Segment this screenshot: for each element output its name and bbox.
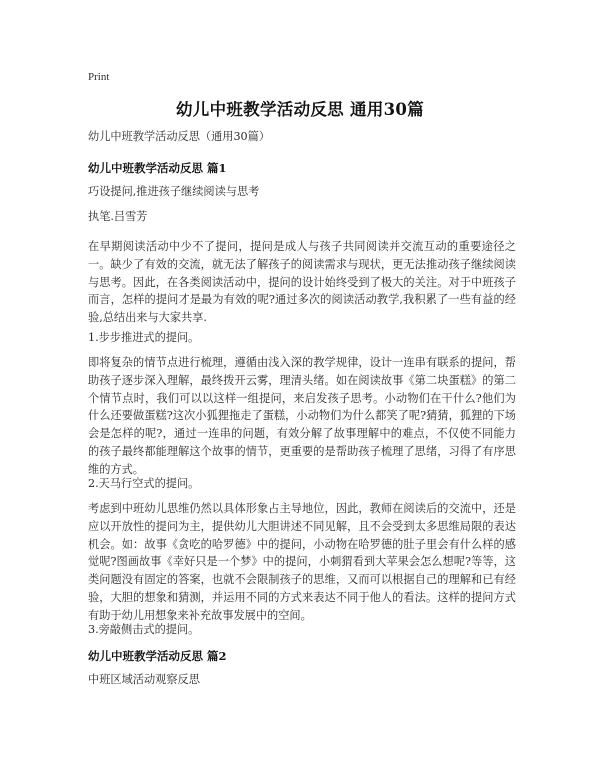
document-subtitle: 幼儿中班教学活动反思（通用30篇） bbox=[88, 130, 271, 143]
point-2-body: 考虑到中班幼儿思维仍然以具体形象占主导地位，因此，教师在阅读后的交流中，还是应以开放性的提问为主，提供幼儿大胆讲述不同见解，且不会受到太多思维局限的表达机会。如：故事《贪吃的哈罗德》中的提问，小动物在哈罗德的肚子里会有什么样的感觉呢?图画故事《幸好只是一个梦》中的提问，小刺猬看到大苹果会怎么想呢?等等，这类问题没有固定的答案，也就不会限制孩子的思维，又而可以根据自己的理解和已有经验，大胆的想象和猜测，并运用不同的方式来表达不同于他人的看法。这样的提问方式有助于幼儿用想象来补充故事发展中的空间。 bbox=[88, 502, 516, 622]
page-title: 幼儿中班教学活动反思 通用30篇 bbox=[175, 100, 424, 119]
point-2-title: 2.天马行空式的提问。 bbox=[88, 477, 200, 490]
author-line: 执笔.吕雪芳 bbox=[88, 210, 148, 223]
section-heading-1: 幼儿中班教学活动反思 篇1 bbox=[88, 161, 227, 175]
point-3-title: 3.旁敲侧击式的提问。 bbox=[88, 623, 200, 636]
point-1-body: 即将复杂的情节点进行梳理，遵循由浅入深的教学规律，设计一连串有联系的提问，帮助孩子逐步深入理解，最终拨开云雾，理清头绪。如在阅读故事《第二块蛋糕》的第二个情节点时，我们可以以这样一组提问，来启发孩子思考。小动物们在干什么?他们为什么还要做蛋糕?这次小狐狸拖走了蛋糕，小动物们为什么都笑了呢?猜猜，狐狸的下场会是怎样的呢?，通过一连串的问题，有效分解了故事理解中的难点，不仅使不同能力的孩子最终都能理解这个故事的情节，更重要的是帮助孩子梳理了思绪，习得了有序思维的方式。 bbox=[88, 356, 516, 476]
section-topic-2: 中班区域活动观察反思 bbox=[88, 673, 200, 686]
intro-paragraph: 在早期阅读活动中少不了提问，提问是成人与孩子共同阅读并交流互动的重要途径之一。缺少了有效的交流，就无法了解孩子的阅读需求与现状，更无法推动孩子继续阅读与思考。因此，在各类阅读活动中，提问的设计始终受到了极大的关注。对于中班孩子而言，怎样的提问才是最为有效的呢?通过多次的阅读活动教学,我积累了一些有益的经验,总结出来与大家共享. bbox=[88, 240, 516, 325]
section-heading-2: 幼儿中班教学活动反思 篇2 bbox=[88, 649, 227, 663]
print-label: Print bbox=[88, 71, 110, 83]
section-topic-1: 巧设提问,推进孩子继续阅读与思考 bbox=[88, 185, 260, 198]
point-1-title: 1.步步推进式的提问。 bbox=[88, 331, 200, 344]
